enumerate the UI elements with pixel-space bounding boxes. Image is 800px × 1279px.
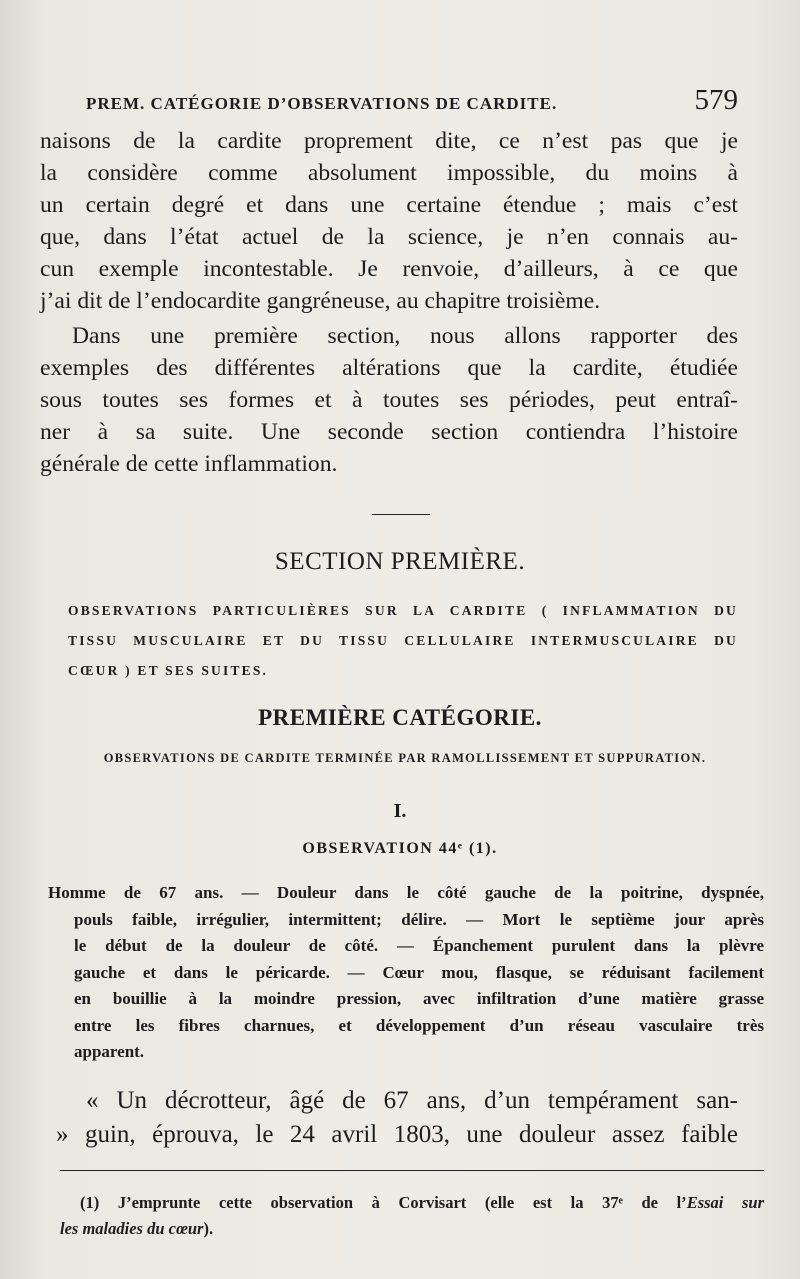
text-line: la considère comme absolument impossible, du moins à xyxy=(40,160,738,186)
text-line: exemples des différentes altérations que la cardite, étudiée xyxy=(40,355,738,381)
category-title: PREMIÈRE CATÉGORIE. xyxy=(258,705,542,730)
second-paragraph xyxy=(40,320,738,480)
footnote-text: ). xyxy=(203,1219,214,1238)
category-subtitle: OBSERVATIONS DE CARDITE TERMINÉE PAR RAMOLLISSEMENT ET SUPPURATION. xyxy=(103,751,707,765)
narrative-paragraph xyxy=(56,1084,738,1152)
text-line: un certain degré et dans une certaine étendue ; mais c’est xyxy=(40,192,738,218)
page-number: 579 xyxy=(694,84,738,116)
summary-line: en bouillie à la moindre pression, avec infiltration d’une matière grasse xyxy=(74,989,764,1008)
subtitle-line: OBSERVATIONS PARTICULIÈRES SUR LA CARDITE ( INFLAMMATION DU xyxy=(68,603,738,618)
text-line: cun exemple incontestable. Je renvoie, d’ailleurs, à ce que xyxy=(40,256,738,282)
subtitle-line: CŒUR ) ET SES SUITES. xyxy=(68,663,269,678)
observation-number: I. xyxy=(393,800,407,822)
observation-title: OBSERVATION 44ᵉ (1). xyxy=(302,840,498,857)
footnote-rule xyxy=(60,1170,764,1171)
summary-line: gauche et dans le péricarde. — Cœur mou, flasque, se réduisant facilement xyxy=(74,962,764,982)
text-line: générale de cette inflammation. xyxy=(40,451,338,477)
text-line: que, dans l’état actuel de la science, je n’en connais au- xyxy=(40,224,738,250)
text-line: ner à sa suite. Une seconde section contiendra l’histoire xyxy=(40,419,738,445)
footnote-title-part: les maladies du cœur xyxy=(60,1219,204,1238)
page-header xyxy=(86,84,738,117)
summary-line: Homme de 67 ans. — Douleur dans le côté gauche de la poitrine, dyspnée, xyxy=(48,883,764,902)
footnote-line xyxy=(60,1190,764,1216)
footnote-title-part: Essai sur xyxy=(686,1193,764,1212)
text-line: Dans une première section, nous allons rapporter des xyxy=(72,323,738,349)
running-head: PREM. CATÉGORIE D’OBSERVATIONS DE CARDITE. xyxy=(86,94,558,113)
summary-line: pouls faible, irrégulier, intermittent; délire. — Mort le septième jour après xyxy=(74,909,764,929)
section-divider xyxy=(372,514,430,515)
text-line: j’ai dit de l’endocardite gangréneuse, au chapitre troisième. xyxy=(40,288,601,314)
footnote xyxy=(60,1190,764,1242)
text-line: sous toutes ses formes et à toutes ses périodes, peut entraî- xyxy=(40,387,738,413)
observation-summary xyxy=(48,880,764,1066)
subtitle-line: TISSU MUSCULAIRE ET DU TISSU CELLULAIRE INTERMUSCULAIRE DU xyxy=(68,633,738,648)
summary-line: entre les fibres charnues, et développement d’un réseau vasculaire très xyxy=(74,1015,764,1035)
text-line: naisons de la cardite proprement dite, ce n’est pas que je xyxy=(40,128,738,154)
section-subtitle xyxy=(68,596,738,686)
section-title: SECTION PREMIÈRE. xyxy=(274,548,526,575)
summary-line: apparent. xyxy=(74,1042,145,1061)
text-line: » guin, éprouva, le 24 avril 1803, une douleur assez faible xyxy=(56,1121,738,1148)
footnote-line xyxy=(60,1216,764,1242)
text-line: « Un décrotteur, âgé de 67 ans, d’un tempérament san- xyxy=(86,1087,738,1114)
intro-paragraph xyxy=(40,125,738,317)
summary-line: le début de la douleur de côté. — Épanchement purulent dans la plèvre xyxy=(74,936,764,955)
footnote-text: (1) J’emprunte cette observation à Corvisart (elle est la 37ᵉ de l’ xyxy=(80,1193,687,1212)
